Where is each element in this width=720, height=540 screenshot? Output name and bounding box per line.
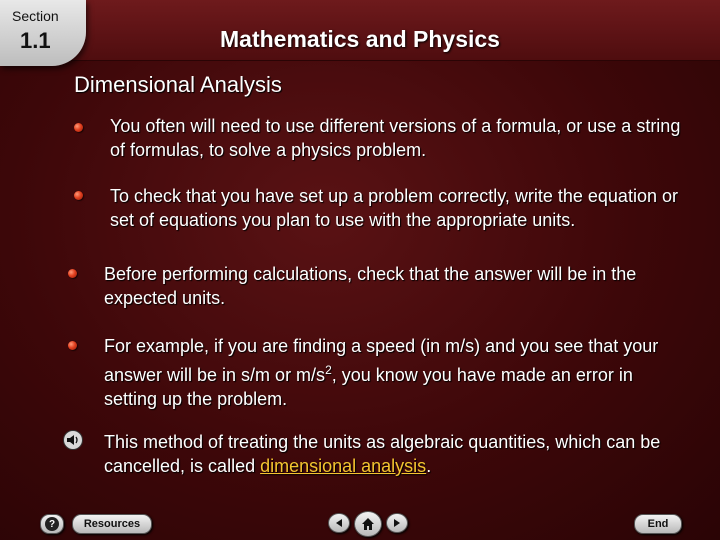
bullet-text-4 [104, 334, 689, 411]
resources-button[interactable]: Resources [72, 514, 152, 534]
home-button[interactable] [354, 511, 382, 537]
section-tab [0, 0, 86, 66]
footer-nav [0, 508, 720, 540]
home-icon [360, 516, 376, 532]
section-label: Section [12, 8, 59, 24]
bullet-text-2: To check that you have set up a problem correctly, write the equation or set of equations you plan to use with the appropriate units. [110, 186, 678, 230]
bullet-dot [74, 191, 83, 200]
end-button[interactable]: End [634, 514, 682, 534]
back-button[interactable] [328, 513, 350, 533]
dimensional-analysis-link[interactable]: dimensional analysis [260, 456, 427, 476]
left-arrow-icon [333, 517, 345, 529]
bullet-text-3: Before performing calculations, check that the answer will be in the expected units. [104, 264, 637, 308]
bullet-dot [68, 269, 77, 278]
bullet-text-5 [104, 430, 689, 478]
header-title: Mathematics and Physics [220, 26, 500, 52]
forward-button[interactable] [386, 513, 408, 533]
slide-title: Dimensional Analysis [74, 72, 282, 97]
bullet5-text-part1: This method of treating the units as algebraic quantities, which can be cancelled, is called [104, 432, 661, 476]
bullet4-text-part1: For example, if you are finding a speed (in m/s) and you see that your answer will be in s/m or m/s [104, 336, 659, 385]
bullet-dot [68, 341, 77, 350]
help-icon: ? [45, 517, 59, 531]
bullet4-superscript: 2 [325, 363, 332, 377]
right-arrow-icon [391, 517, 403, 529]
section-number: 1.1 [20, 28, 51, 53]
bullet5-text-part2: . [426, 456, 432, 476]
bullet-dot [74, 123, 83, 132]
help-button[interactable] [40, 514, 64, 534]
speaker-icon[interactable] [60, 430, 86, 450]
bullet-text-1: You often will need to use different versions of a formula, or use a string of formulas, to solve a physics problem. [110, 116, 681, 160]
bullet4-text-part2: , you know you have made an error in setting up the problem. [104, 365, 633, 409]
